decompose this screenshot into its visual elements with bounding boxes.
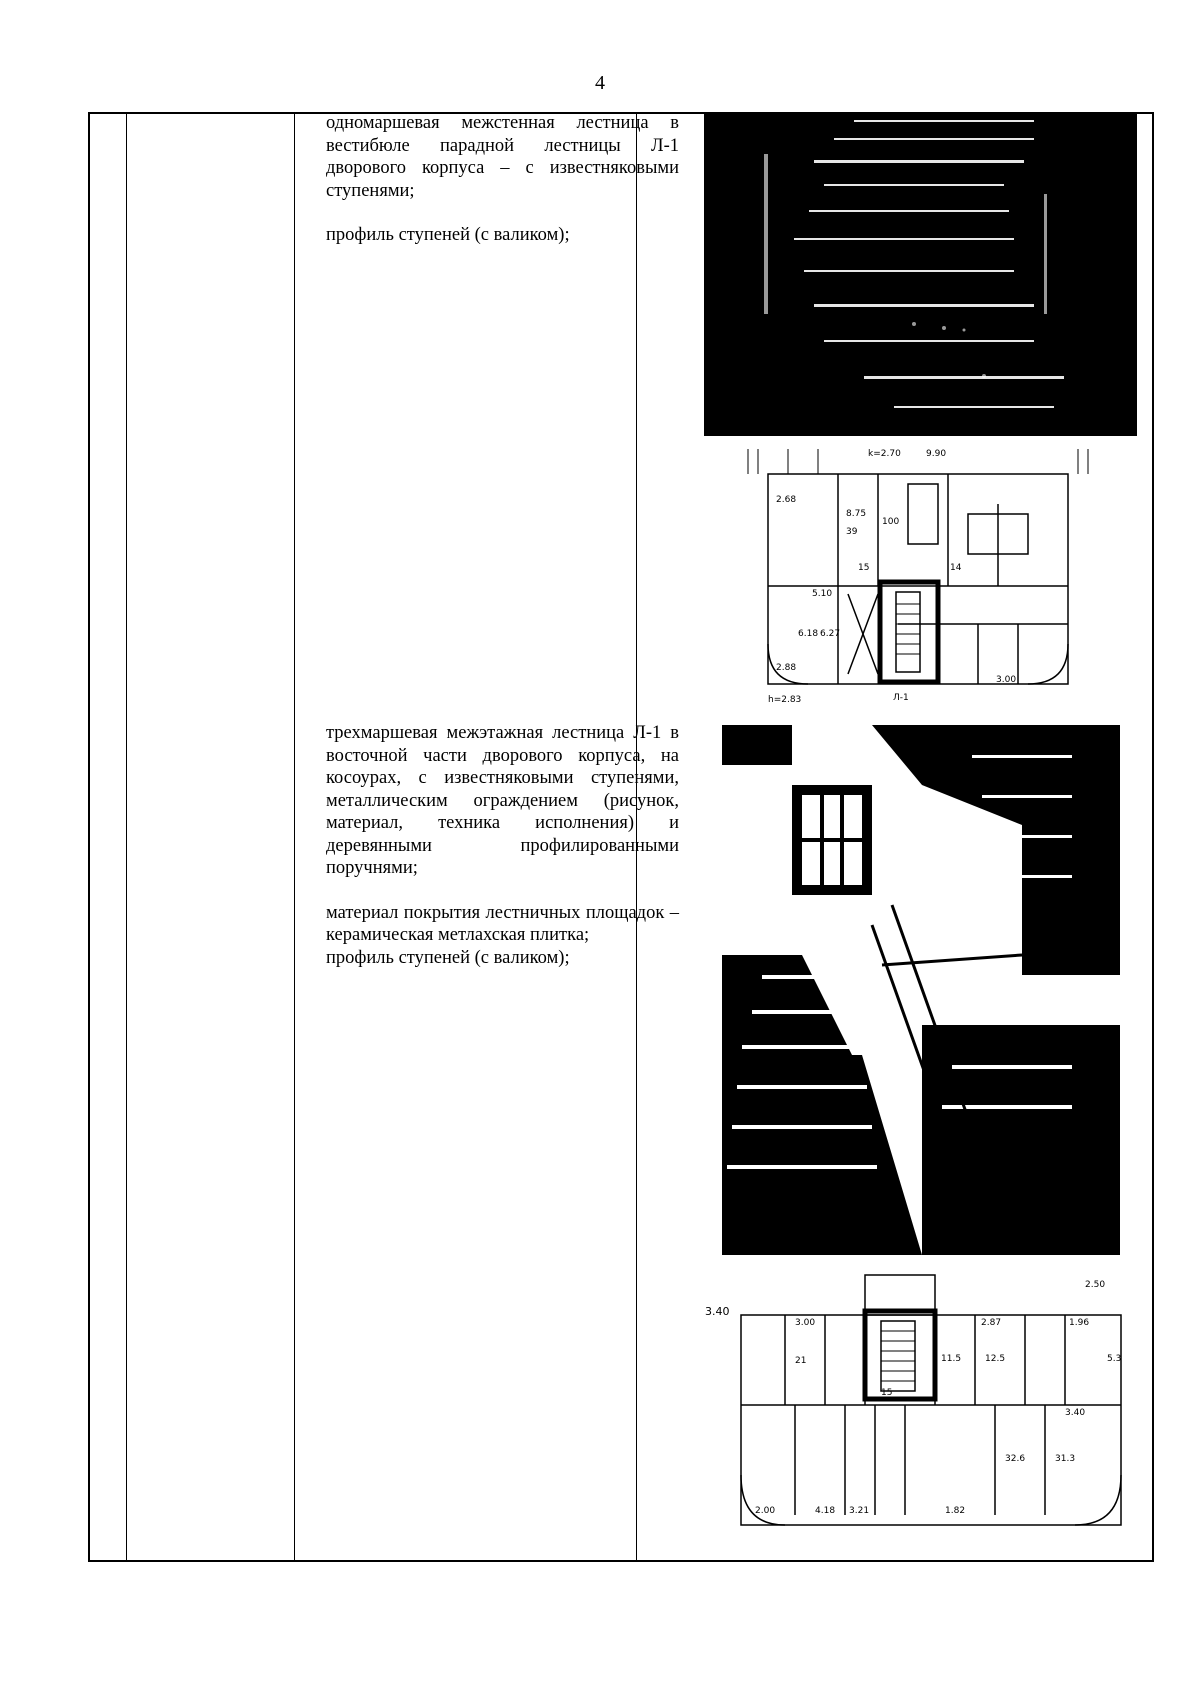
section1-paragraph-2: профиль ступеней (с валиком); xyxy=(326,225,570,245)
floor-plan-2-drawing xyxy=(705,1265,1133,1545)
svg-text:9.90: 9.90 xyxy=(926,449,947,459)
svg-text:3.40: 3.40 xyxy=(1065,1408,1086,1418)
svg-text:15: 15 xyxy=(881,1388,893,1398)
svg-text:Л-1: Л-1 xyxy=(893,693,909,703)
svg-text:2.88: 2.88 xyxy=(776,663,797,673)
svg-text:5.10: 5.10 xyxy=(812,589,833,599)
svg-text:3.00: 3.00 xyxy=(795,1318,816,1328)
section1-paragraph-1: одномаршевая межстенная лестница в вестибюле парадной лестницы Л-1 дворового корпуса – с известняковыми ступенями; xyxy=(326,113,679,201)
svg-text:3.40: 3.40 xyxy=(705,1305,730,1318)
section1-description xyxy=(326,112,679,247)
svg-text:39: 39 xyxy=(846,527,858,537)
svg-text:21: 21 xyxy=(795,1356,807,1366)
svg-text:2.00: 2.00 xyxy=(755,1506,776,1516)
svg-text:2.68: 2.68 xyxy=(776,495,797,505)
section2-paragraph-3: профиль ступеней (с валиком); xyxy=(326,947,570,968)
section2-paragraph-1: трехмаршевая межэтажная лестница Л-1 в восточной части дворового корпуса, на косоурах, с известняковыми ступенями, металлическим ограждением (рисунок, материал, техника исполнения) и деревянными профилированными поручнями; xyxy=(326,723,679,878)
svg-text:2.87: 2.87 xyxy=(981,1318,1002,1328)
svg-text:32.6: 32.6 xyxy=(1005,1454,1026,1464)
svg-text:1.82: 1.82 xyxy=(945,1506,966,1516)
svg-text:4.18: 4.18 xyxy=(815,1506,836,1516)
svg-text:100: 100 xyxy=(882,517,900,527)
svg-text:14: 14 xyxy=(950,563,962,573)
svg-text:1.96: 1.96 xyxy=(1069,1318,1090,1328)
svg-text:31.3: 31.3 xyxy=(1055,1454,1076,1464)
svg-text:h=2.83: h=2.83 xyxy=(768,695,802,705)
page-number: 4 xyxy=(595,72,605,94)
floor-plan-2 xyxy=(705,1265,1133,1545)
svg-text:12.5: 12.5 xyxy=(985,1354,1006,1364)
svg-text:11.5: 11.5 xyxy=(941,1354,962,1364)
floor-plan-1 xyxy=(728,444,1102,706)
column-divider-2 xyxy=(294,114,295,1560)
svg-text:3.00: 3.00 xyxy=(996,675,1017,685)
column-divider-1 xyxy=(126,114,127,1560)
staircase-vestibule-photo xyxy=(704,114,1137,436)
staircase-l1-image xyxy=(722,725,1120,1255)
staircase-vestibule-image xyxy=(704,114,1137,436)
svg-text:15: 15 xyxy=(858,563,870,573)
staircase-l1-photo xyxy=(722,725,1120,1255)
svg-text:5.3: 5.3 xyxy=(1107,1354,1122,1364)
floor-plan-1-drawing xyxy=(728,444,1102,706)
svg-text:3.21: 3.21 xyxy=(849,1506,870,1516)
svg-text:k=2.70: k=2.70 xyxy=(868,449,901,459)
svg-text:6.18: 6.18 xyxy=(798,629,819,639)
section2-paragraph-2: материал покрытия лестничных площадок – керамическая метлахская плитка; xyxy=(326,902,679,945)
svg-text:2.50: 2.50 xyxy=(1085,1280,1106,1290)
svg-text:8.75: 8.75 xyxy=(846,509,867,519)
svg-text:6.27: 6.27 xyxy=(820,629,841,639)
section2-description xyxy=(326,722,679,969)
